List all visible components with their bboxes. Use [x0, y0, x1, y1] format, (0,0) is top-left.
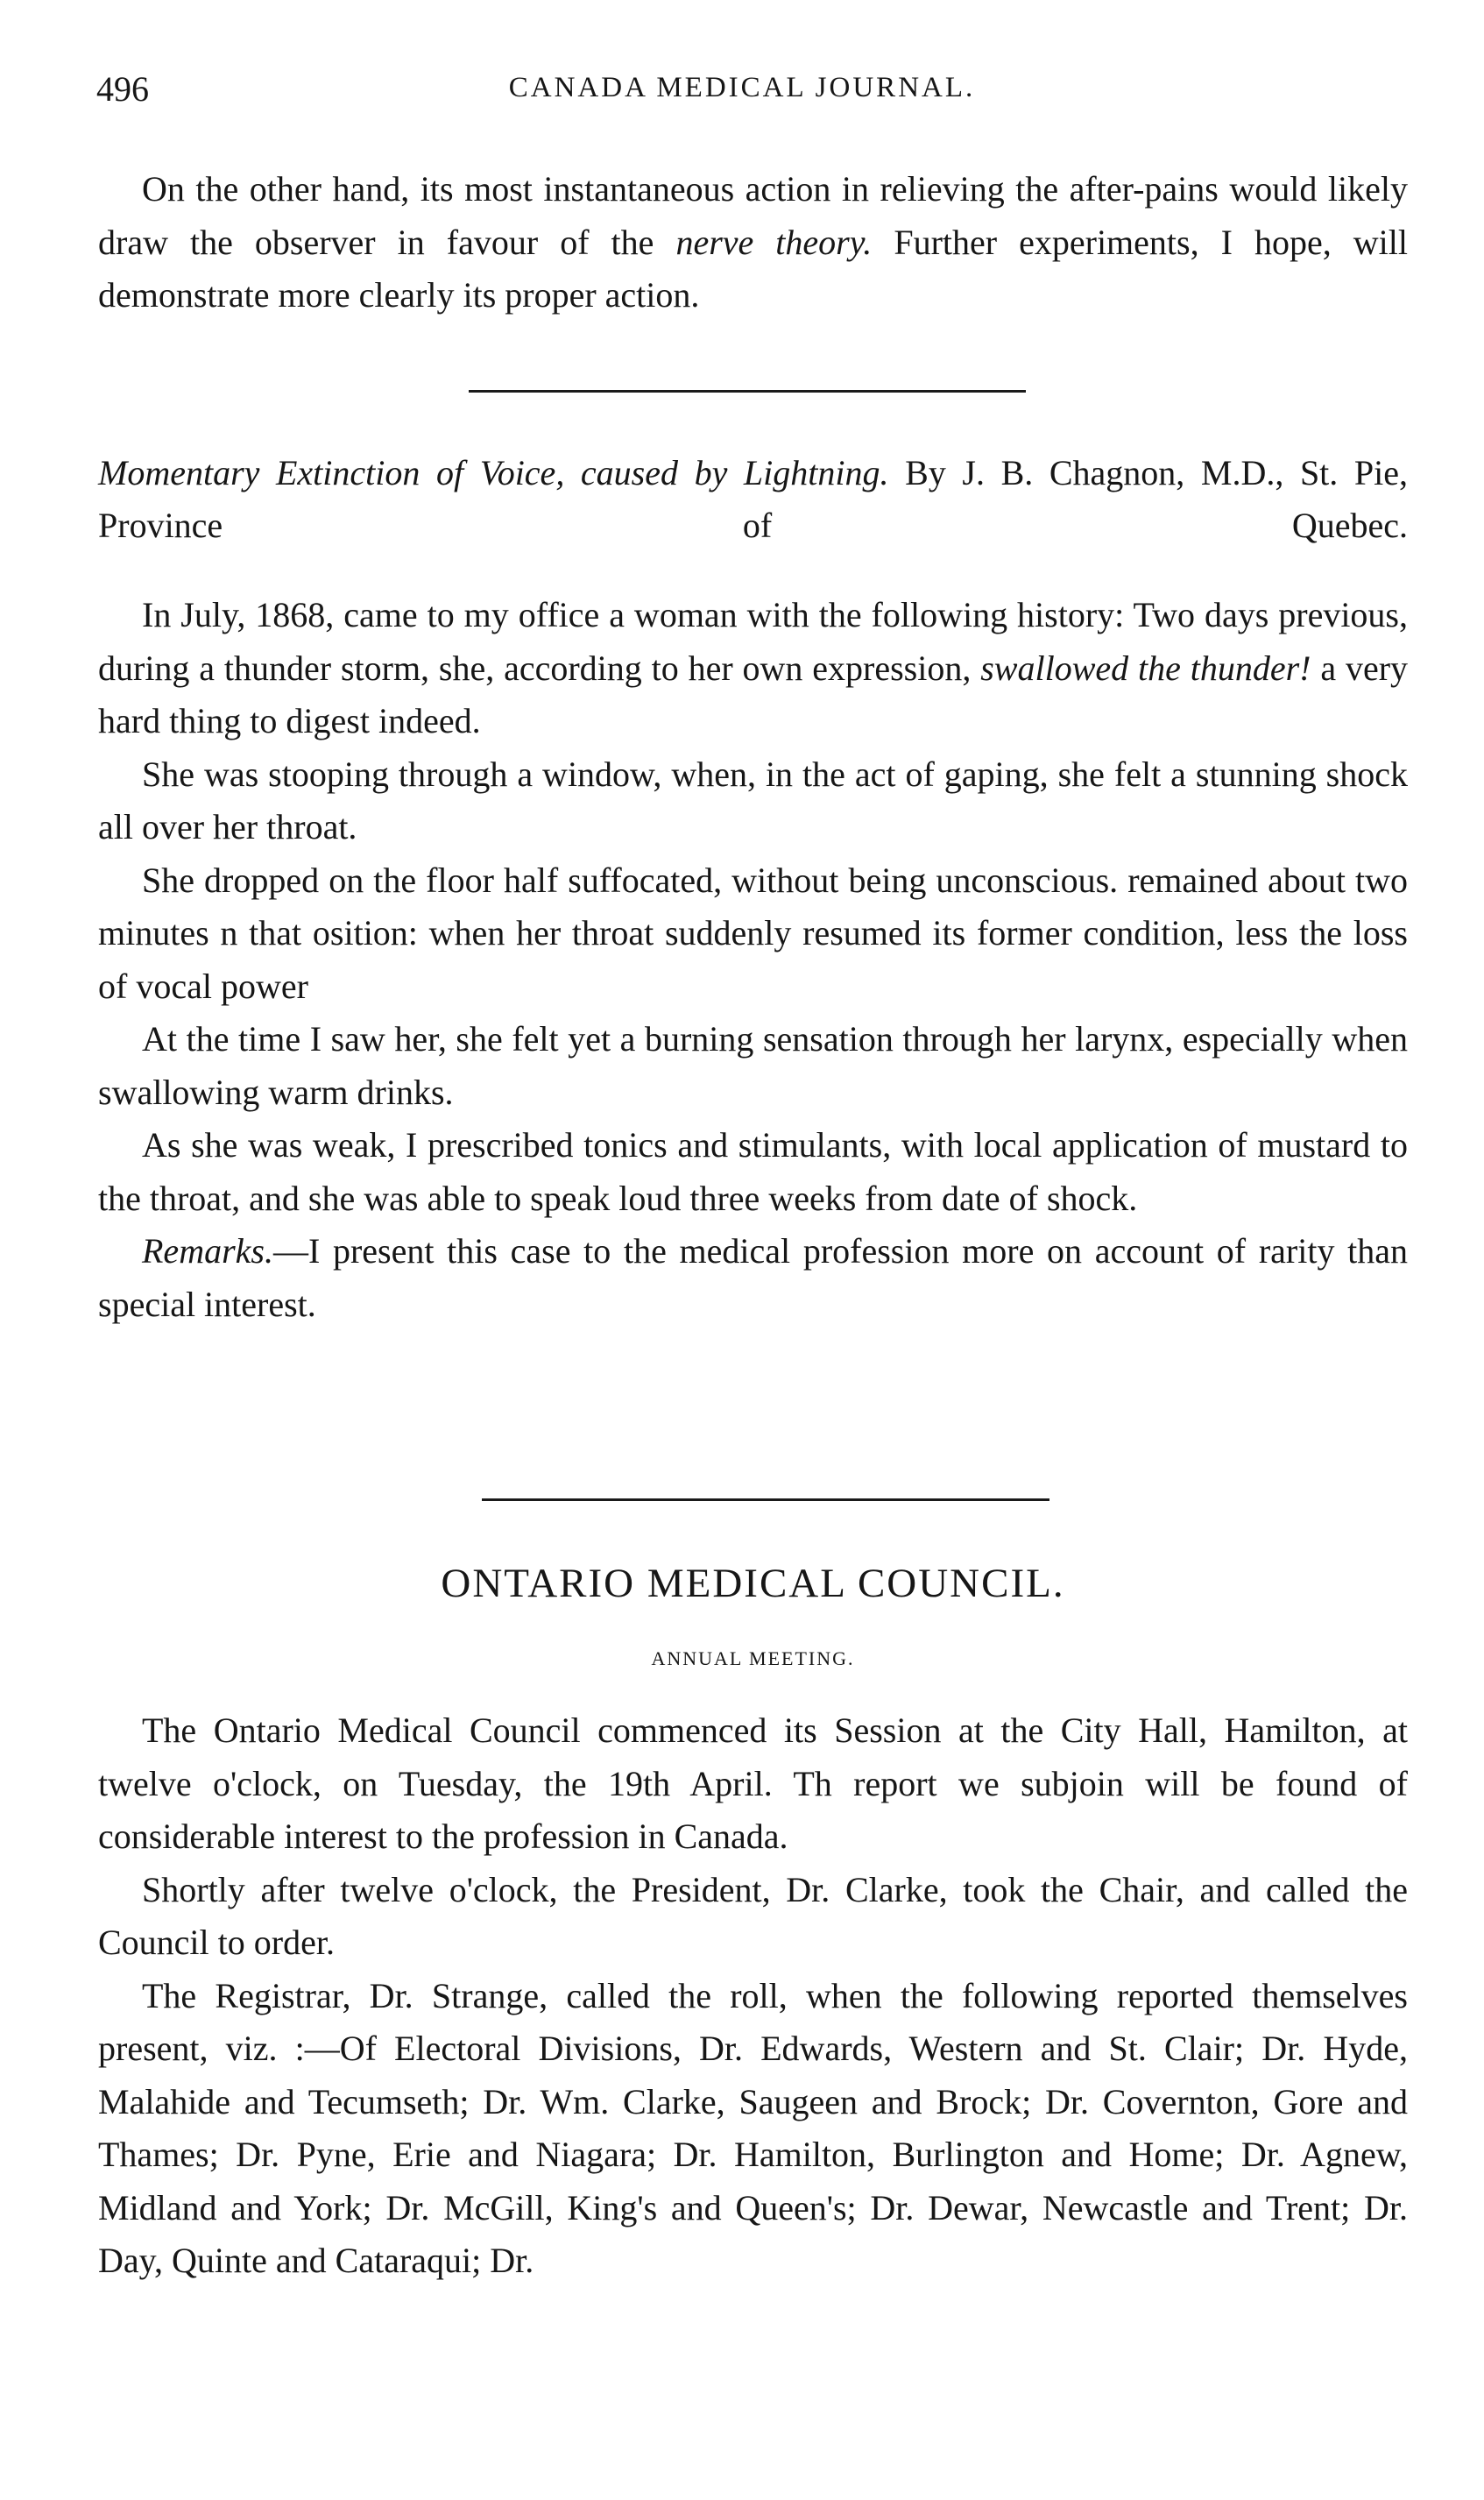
- article-paragraph-1: In July, 1868, came to my office a woman with the following history: Two days previous, during a thunder storm, she, according to her own expression, swallowed the thunder! a very hard thing to digest indeed.: [98, 595, 1409, 740]
- council-paragraph-3: The Registrar, Dr. Strange, called the roll, when the following reported themselves present, viz. :—Of Electoral Divisions, Dr. Edwards, Western and St. Clair; Dr. Hyde, Malahide and Tecumseth; Dr. Wm. Clarke, Saugeen and Brock; Dr. Covernton, Gore and Thames; Dr. Pyne, Erie and Niagara; Dr. Hamilton, Burlington and Home; Dr. Agnew, Midland and York; Dr. McGill, King's and Queen's; Dr. Dewar, Newcastle and Trent; Dr. Day, Quinte and Cataraqui; Dr.: [98, 1975, 1408, 2280]
- council-body: [98, 1704, 1408, 2288]
- article-title-italic: Momentary Extinction of Voice, caused by Lightning.: [98, 453, 889, 492]
- intro-paragraph-block: [98, 163, 1408, 322]
- intro-emphasis: nerve theory.: [675, 222, 873, 262]
- article-paragraph-5: As she was weak, I prescribed tonics and stimulants, with local application of mustard to the throat, and she was able to speak loud three weeks from date of shock.: [98, 1125, 1408, 1218]
- article-emphasis: swallowed the thunder!: [980, 648, 1311, 688]
- council-heading: ONTARIO MEDICAL COUNCIL.: [441, 1561, 1065, 1606]
- page-number: 496: [96, 69, 149, 109]
- remarks-label: Remarks.: [142, 1231, 273, 1271]
- article-body: [98, 589, 1408, 1331]
- section-divider-1: [469, 390, 1026, 393]
- article-paragraph-2: She was stooping through a window, when, in the act of gaping, she felt a stunning shock all over her throat.: [98, 754, 1408, 846]
- article-remarks: Remarks.—I present this case to the medical profession more on account of rarity than special interest.: [98, 1231, 1408, 1324]
- running-title: CANADA MEDICAL JOURNAL.: [508, 72, 976, 103]
- council-subheading: ANNUAL MEETING.: [651, 1647, 855, 1669]
- article-byline: By J. B. Chagnon, M.D., St. Pie, Province of Quebec.: [98, 453, 1409, 545]
- council-paragraph-1: The Ontario Medical Council commenced its Session at the City Hall, Hamilton, at twelve o'clock, on Tuesday, the 19th April. Th report we subjoin will be found of considerable interest to the profession in Canada.: [98, 1710, 1408, 1856]
- council-paragraph-2: Shortly after twelve o'clock, the President, Dr. Clarke, took the Chair, and called the Council to order.: [98, 1869, 1408, 1962]
- article-paragraph-4: At the time I saw her, she felt yet a burning sensation through her larynx, especially when swallowing warm drinks.: [98, 1019, 1408, 1112]
- intro-paragraph: On the other hand, its most instantaneous action in relieving the after-pains would likely draw the observer in favour of the nerve theory. Further experiments, I hope, will demonstrate more clearly its proper action.: [98, 169, 1408, 315]
- article-paragraph-3: She dropped on the floor half suffocated, without being unconscious. remained about two minutes n that osition: when her throat suddenly resumed its former condition, less the loss of vocal power: [98, 860, 1408, 1006]
- article-title: [98, 447, 1408, 552]
- section-divider-2: [482, 1498, 1049, 1501]
- page-header: [96, 68, 1388, 121]
